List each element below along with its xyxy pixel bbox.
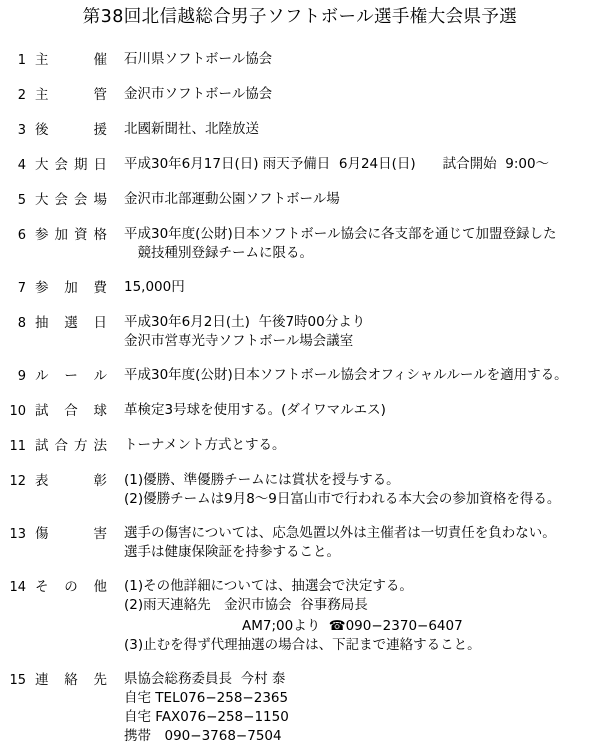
item-label: 大会期日: [35, 156, 107, 173]
list-item: [0, 471, 600, 509]
item-line: 金沢市北部運動公園ソフトボール場: [124, 190, 340, 207]
item-label: 大会会場: [35, 191, 107, 208]
item-body: [124, 670, 600, 746]
item-body: [124, 85, 600, 104]
item-body: [124, 366, 600, 385]
item-body: [124, 577, 600, 655]
list-item: [0, 155, 600, 175]
list-item: [0, 225, 600, 263]
item-number: 11: [9, 438, 26, 454]
item-body: [124, 471, 600, 509]
item-line: (3)止むを得ず代理抽選の場合は、下記まで連絡すること。: [124, 636, 481, 653]
item-number: 5: [17, 192, 26, 208]
item-body: [124, 401, 600, 420]
item-label: 参加費: [35, 279, 107, 296]
item-label: 試合方法: [35, 437, 107, 454]
list-item: [0, 313, 600, 351]
item-number: 4: [17, 157, 26, 173]
item-number: 13: [9, 526, 26, 542]
item-number: 15: [9, 672, 26, 688]
item-line: 県協会総務委員長 今村 泰: [124, 670, 286, 687]
list-item: [0, 366, 600, 386]
item-number: 3: [17, 122, 26, 138]
item-number: 1: [17, 52, 26, 68]
item-label: 傷害: [35, 525, 107, 542]
item-label: 連絡先: [35, 671, 107, 688]
item-line: 革検定3号球を使用する。(ダイワマルエス): [124, 401, 386, 418]
item-line: 携帯 090−3768−7504: [124, 727, 282, 744]
item-label: 抽選日: [35, 314, 107, 331]
item-number: 6: [17, 227, 26, 243]
item-body: [124, 155, 600, 174]
item-body: [124, 278, 600, 297]
item-number: 14: [9, 579, 26, 595]
item-line: (2)優勝チームは9月8〜9日富山市で行われる本大会の参加資格を得る。: [124, 490, 561, 507]
item-line: 平成30年度(公財)日本ソフトボール協会に各支部を通じて加盟登録した: [124, 225, 557, 242]
item-number: 9: [17, 368, 26, 384]
item-body: [124, 120, 600, 139]
list-item: [0, 50, 600, 70]
list-item: [0, 278, 600, 298]
item-line: 石川県ソフトボール協会: [124, 50, 273, 67]
list-item: [0, 120, 600, 140]
page-title: 第38回北信越総合男子ソフトボール選手権大会県予選: [82, 7, 518, 27]
item-number: 10: [9, 403, 26, 419]
item-body: [124, 225, 600, 263]
item-body: [124, 313, 600, 351]
item-line: 選手は健康保険証を持参すること。: [124, 543, 340, 560]
list-item: [0, 670, 600, 746]
item-line: 平成30年度(公財)日本ソフトボール協会オフィシャルルールを適用する。: [124, 366, 568, 383]
item-label: 参加資格: [35, 226, 107, 243]
item-body: [124, 50, 600, 69]
item-label: 主催: [35, 51, 107, 68]
list-item: [0, 524, 600, 562]
item-label: その他: [35, 578, 107, 595]
item-line: (1)優勝、準優勝チームには賞状を授与する。: [124, 471, 400, 488]
item-number: 2: [17, 87, 26, 103]
item-number: 7: [17, 280, 26, 296]
item-line: 平成30年6月2日(土) 午後7時00分より: [124, 313, 366, 330]
item-line: (2)雨天連絡先 金沢市協会 谷事務局長: [124, 596, 368, 613]
item-number: 12: [9, 473, 26, 489]
item-line: トーナメント方式とする。: [124, 436, 286, 453]
list-item: [0, 401, 600, 421]
item-body: [124, 436, 600, 455]
item-label: 表彰: [35, 472, 107, 489]
item-line: 自宅 TEL076−258−2365: [124, 689, 289, 706]
list-item: [0, 436, 600, 456]
list-item: [0, 85, 600, 105]
item-line: (1)その他詳細については、抽選会で決定する。: [124, 577, 413, 594]
item-number: 8: [17, 315, 26, 331]
item-line: 自宅 FAX076−258−1150: [124, 708, 289, 725]
item-line: 平成30年6月17日(日) 雨天予備日 6月24日(日) 試合開始 9:00〜: [124, 155, 550, 172]
item-label: 主管: [35, 86, 107, 103]
list-item: [0, 190, 600, 210]
list-item: [0, 577, 600, 655]
item-label: ルール: [35, 367, 107, 384]
item-line: AM7;00より ☎090−2370−6407: [242, 617, 463, 634]
item-label: 後援: [35, 121, 107, 138]
item-body: [124, 524, 600, 562]
item-line: 北國新聞社、北陸放送: [124, 120, 259, 137]
item-line: 15,000円: [124, 278, 185, 295]
item-line: 金沢市営専光寺ソフトボール場会議室: [124, 332, 354, 349]
item-line: 競技種別登録チームに限る。: [124, 244, 313, 261]
item-line: 選手の傷害については、応急処置以外は主催者は一切責任を負わない。: [124, 524, 556, 541]
item-line: 金沢市ソフトボール協会: [124, 85, 273, 102]
item-list: [0, 50, 600, 746]
item-label: 試合球: [35, 402, 107, 419]
item-body: [124, 190, 600, 209]
